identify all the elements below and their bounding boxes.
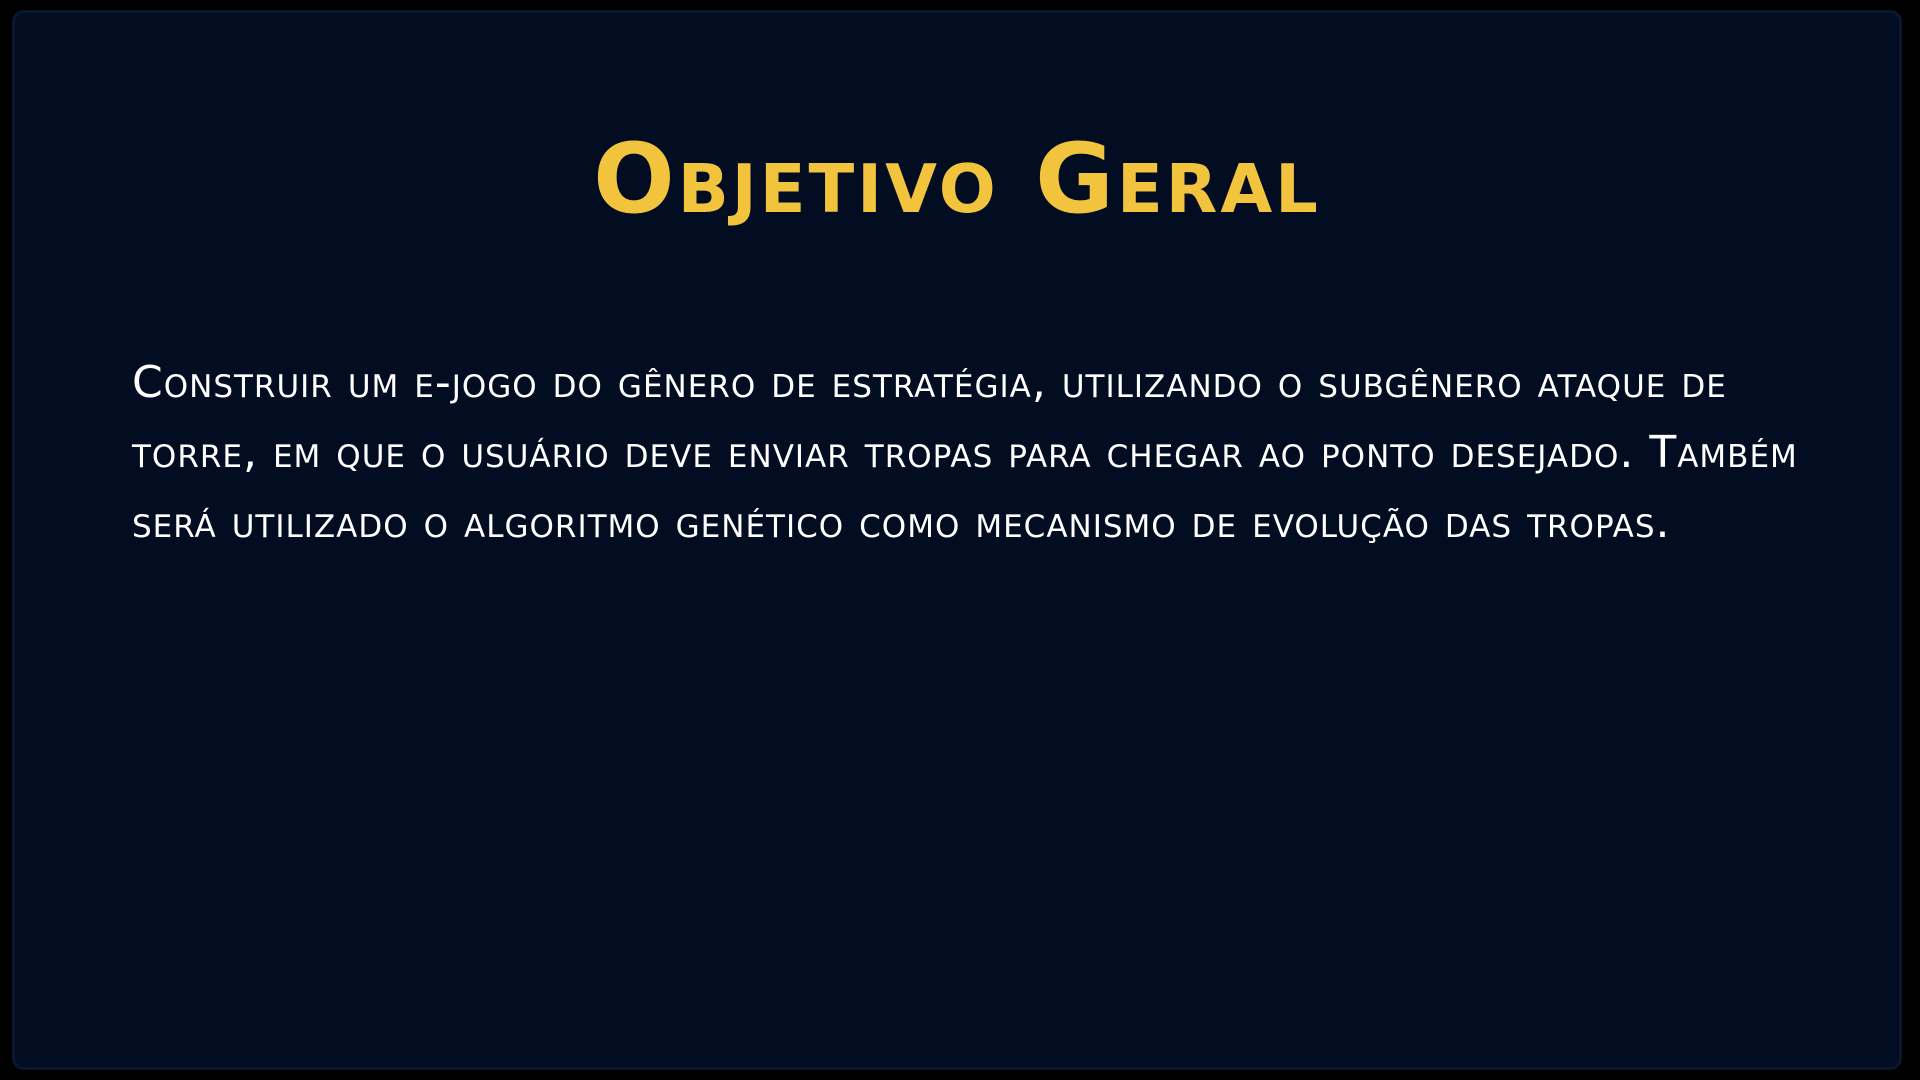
slide-title: Objetivo Geral — [593, 123, 1321, 235]
body-paragraph-1: Construir um e-jogo do gênero de estratégia, utilizando o subgênero ataque de — [132, 357, 1727, 408]
slide-frame — [12, 10, 1902, 1070]
slide-body — [132, 348, 1852, 558]
body-paragraph-2: torre, em que o usuário deve enviar tropas para chegar ao ponto desejado. Também — [132, 427, 1798, 478]
body-paragraph-3: será utilizado o algoritmo genético como mecanismo de evolução das tropas. — [132, 497, 1671, 548]
